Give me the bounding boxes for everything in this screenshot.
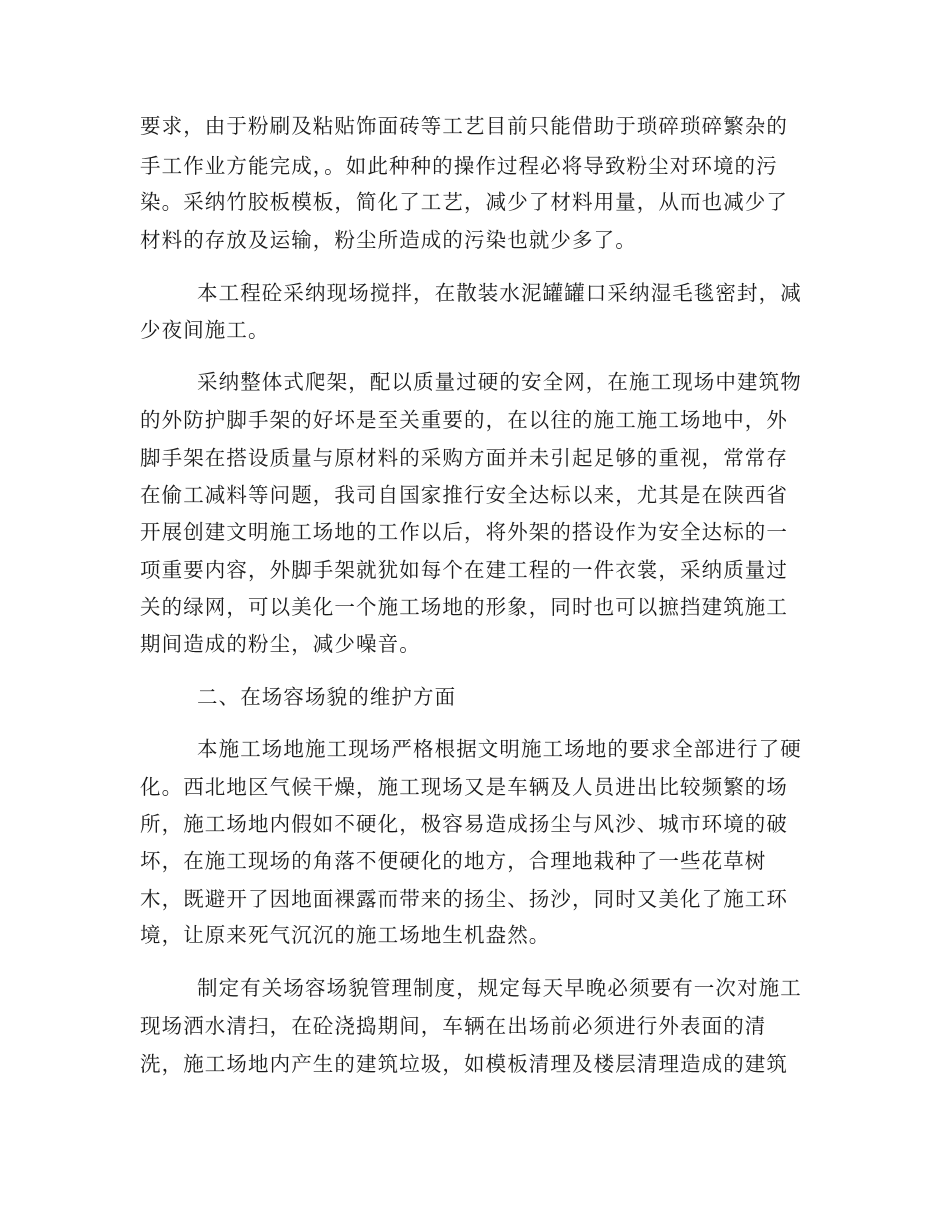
text-line: 关的绿网，可以美化一个施工场地的形象，同时也可以摭挡建筑施工 (140, 595, 788, 619)
text-line: 坏，在施工现场的角落不便硬化的地方，合理地栽种了一些花草树 (140, 849, 767, 873)
text-line: 木，既避开了因地面裸露而带来的扬尘、扬沙，同时又美化了施工环 (140, 887, 788, 911)
text-line: 洗，施工场地内产生的建筑垃圾，如模板清理及楼层清理造成的建筑 (140, 1052, 788, 1076)
text-line: 所，施工场地内假如不硬化，极容易造成扬尘与风沙、城市环境的破 (140, 812, 788, 836)
text-line: 少夜间施工。 (140, 318, 270, 342)
text-line: 开展创建文明施工场地的工作以后，将外架的搭设作为安全达标的一 (140, 520, 788, 544)
text-line: 期间造成的粉尘，减少噪音。 (140, 632, 421, 656)
text-line: 化。西北地区气候干燥，施工现场又是车辆及人员进出比较频繁的场 (140, 775, 788, 799)
text-line: 材料的存放及运输，粉尘所造成的污染也就少多了。 (140, 228, 637, 252)
paragraph-first-line: 本工程砼采纳现场搅拌，在散装水泥罐罐口采纳湿毛毯密封，减 (197, 281, 802, 305)
section-heading: 二、在场容场貌的维护方面 (197, 685, 457, 709)
text-line: 项重要内容，外脚手架就犹如每个在建工程的一件衣裳，采纳质量过 (140, 558, 788, 582)
paragraph-first-line: 采纳整体式爬架，配以质量过硬的安全网，在施工现场中建筑物 (197, 370, 802, 394)
paragraph-first-line: 制定有关场容场貌管理制度，规定每天早晚必须要有一次对施工 (197, 976, 802, 1000)
text-line: 境，让原来死气沉沉的施工场地生机盎然。 (140, 923, 551, 947)
text-line: 手工作业方能完成，。如此种种的操作过程必将导致粉尘对环境的污 (140, 154, 778, 178)
text-line: 现场洒水清扫，在砼浇捣期间，车辆在出场前必须进行外表面的清 (140, 1014, 767, 1038)
text-line: 染。采纳竹胶板模板，简化了工艺，减少了材料用量，从而也减少了 (140, 190, 788, 214)
text-line: 要求，由于粉刷及粘贴饰面砖等工艺目前只能借助于琐碎琐碎繁杂的 (140, 114, 788, 138)
text-line: 的外防护脚手架的好坏是至关重要的，在以往的施工施工场地中，外 (140, 408, 788, 432)
text-line: 脚手架在搭设质量与原材料的采购方面并未引起足够的重视，常常存 (140, 446, 788, 470)
text-line: 在偷工减料等问题，我司自国家推行安全达标以来，尤其是在陕西省 (140, 483, 788, 507)
paragraph-first-line: 本施工场地施工现场严格根据文明施工场地的要求全部进行了硬 (197, 737, 802, 761)
